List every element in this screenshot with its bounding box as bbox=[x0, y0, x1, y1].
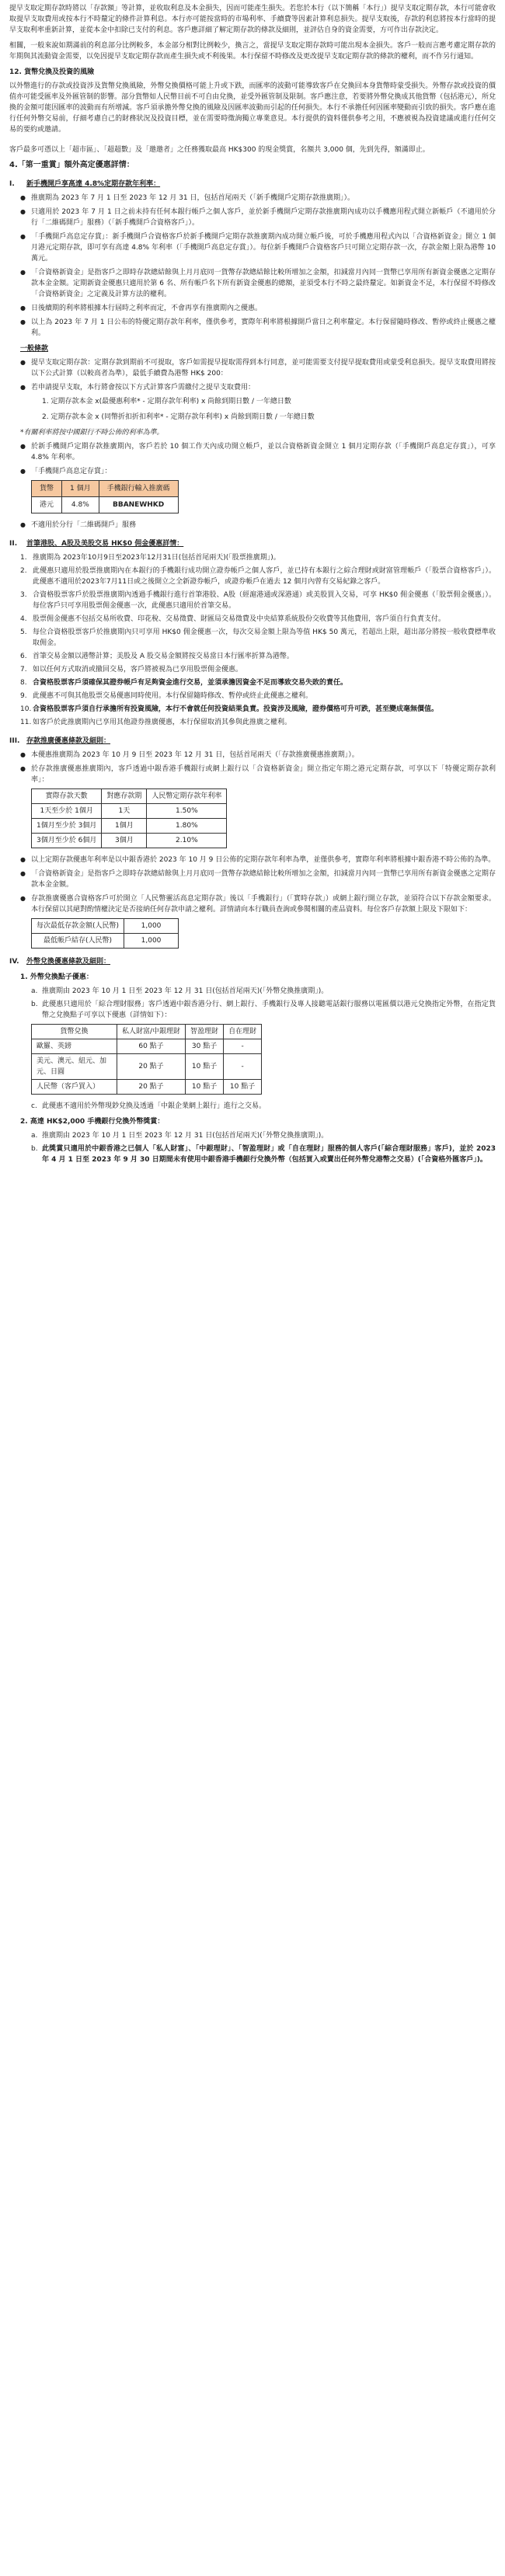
intro-section bbox=[9, 3, 496, 155]
promo-code: BBANEWHKD bbox=[99, 497, 178, 513]
formula-note: *有關利率將按中國銀行不時公佈的利率為準。 bbox=[20, 429, 164, 437]
list-item: b. 此獎賞只適用於中銀香港之已個人「私人財富」、「中銀理財」、「智盈理財」或「自在理財」服務的個人客戶(「綜合理財服務」客戶)，並於 2023 年 4 月 1 日至 2023 年 9 月 30 日期間未有使用中銀香港手機銀行兌換外幣（包括買入或賣出任何外幣兌港幣之交易）(「合資格外匯客戶」)。 bbox=[31, 1145, 496, 1164]
list-item: ● 只適用於 2023 年 7 月 1 日之前未持有任何本銀行帳戶之個人客戶，並於新手機開戶定期存款推廣期內成功以手機應用程式開立新帳戶（不適用於分行「二維碼開戶」服務）（「新手機開戶合資格客戶」）。 bbox=[20, 207, 496, 228]
intro-paragraph-3: 客戶最多可憑以上「超市區」、「超超數」及「邀邀者」之任務獲取最高 HK$300 的現金獎賞，名額共 3,000 個，先到先得，額滿即止。 bbox=[9, 146, 430, 154]
list-item: ● 「手機開戶高息定存賞」：新手機開戶合資格客戶於新手機開戶定期存款推廣期內成功開立帳戶後，可於手機應用程式內以「合資格新資金」開立 1 個月港元定期存款，即可享有高達 4.8% 年利率（「手機開戶高息定存賞」）。每位新手機開戶合資格客戶只可開立定期存款一次，存款金額上限為港幣 10 萬元。 bbox=[20, 231, 496, 264]
table-header-smart: 智盈理財 bbox=[186, 1025, 224, 1039]
table-header-promo-code: 手機銀行輸入推廣碼 bbox=[99, 481, 178, 497]
part-3 bbox=[9, 736, 496, 949]
part-2-numeral: II. bbox=[9, 540, 18, 548]
item-12-title: 12. 貨幣兌換及投資的風險 bbox=[9, 68, 95, 76]
table-row: 每次最低存款金額(人民幣) 1,000 bbox=[32, 919, 179, 934]
list-item: 5. 每位合資格股票客戶於推廣期內只可享用 HK$0 佣金優惠一次，每次交易金額上限為等值 HK$ 50 萬元，若超出上限，超出部分將按一般收費標準收取佣金。 bbox=[20, 628, 496, 647]
list-item: c. 此優惠不適用於外幣現鈔兌換及透過「中銀企業網上銀行」進行之交易。 bbox=[31, 1102, 266, 1110]
part-3-title: 存款推廣優惠條款及細則： bbox=[26, 737, 111, 745]
intro-paragraph-2: 相關，一般來說如期滿前的利息部分比例較多，本金部分相對比例較少，換言之，當提早支取定期存款時可能出現本金損失。客戶一般而言應考慮定期存款的年期與其流動資金需要，以免因提早支取定期存款而產生損失或不利後果。本行保留不時修改及更改提早支取定期存款的條款的權利，而不作另行通知。 bbox=[9, 42, 496, 61]
part-1 bbox=[9, 179, 496, 531]
list-item: ● 「手機開戶高息定存賞」： bbox=[20, 466, 496, 477]
list-item: ● 不適用於分行「二維碼開戶」服務 bbox=[20, 520, 496, 531]
part-3-items bbox=[9, 750, 496, 785]
list-item: ● 日後續期的利率將根據本行屆時之利率而定，不會再享有推廣期內之優惠。 bbox=[20, 303, 496, 314]
list-item: 11. 如客戶於此推廣期內已享用其他證券推廣優惠，本行保留取消其參與此推廣之權利。 bbox=[20, 719, 292, 726]
list-item: ● 「合資格新資金」是指客戶之即時存款總結餘與上月月底同一貨幣存款總結餘比較所增加之金額，扣減當月內同一貨幣已享用所有新資金優惠之定期存款本金金額。 bbox=[20, 869, 496, 890]
table-cell-rate: 4.8% bbox=[62, 497, 99, 513]
section-4-title: 4.「第一重賞」額外高定優惠詳情： bbox=[9, 161, 134, 169]
table-row: 1個月至少於 3個月 1個月 1.80% bbox=[32, 819, 227, 834]
part-1-title: 新手機開戶享高達 4.8%定期存款年利率： bbox=[26, 180, 161, 188]
table-header-tenor: 對應存款期 bbox=[102, 789, 147, 804]
table-header-rate: 人民幣定期存款年利率 bbox=[147, 789, 227, 804]
list-item: ● 提早支取定期存款：定期存款到期前不可提取，客戶如需提早提取需得到本行同意，並可能需要支付提早提取費用或蒙受利息損失。提早支取費用將按以下公式計算（以較高者為準），最低手續費為港幣 HK$ 200： bbox=[20, 357, 496, 379]
list-item: ● 推廣期為 2023 年 7 月 1 日至 2023 年 12 月 31 日，包括首尾兩天（「新手機開戶定期存款推廣期」）。 bbox=[20, 193, 496, 204]
part-3-items-2 bbox=[9, 855, 496, 915]
table-header-term: 1 個月 bbox=[62, 481, 99, 497]
list-item: 4. 股票佣金優惠不包括交易所收費、印花稅、交易徵費、財匯局交易徵費及中央結算系統股份交收費等其他費用，客戶須自行負責支付。 bbox=[20, 615, 446, 623]
general-terms-list bbox=[9, 357, 496, 393]
table-row: 歐羅、英鎊 60 點子 30 點子 - bbox=[32, 1039, 262, 1054]
table-header-fx-currency: 貨幣兌換 bbox=[32, 1025, 117, 1039]
list-item: 7. 如以任何方式取消或撤回交易，客戶將被視為已享用股票佣金優惠。 bbox=[20, 666, 243, 674]
list-item: a. 推廣期由 2023 年 10 月 1 日至 2023 年 12 月 31 日(包括首尾兩天)(「外幣兌換推廣期」)。 bbox=[31, 987, 329, 995]
part-1-last-bullet bbox=[9, 520, 496, 531]
fx-reward-title: 2. 高達 HK$2,000 手機銀行兌換外幣獎賞： bbox=[20, 1118, 165, 1126]
list-item: 10. 合資格股票客戶須自行承擔所有投資風險，本行不會就任何投資結果負責。投資涉及風險，證券價格可升可跌，甚至變成毫無價值。 bbox=[20, 705, 439, 713]
list-item: ● 於新手機開戶定期存款推廣期內，客戶若於 10 個工作天內成功開立帳戶，並以合資格新資金開立 1 個月定期存款（「手機開戶高息定存賞」），可享 4.8% 年利率。 bbox=[20, 441, 496, 463]
part-2 bbox=[9, 538, 496, 728]
table-row: 1天至少於 1個月 1天 1.50% bbox=[32, 804, 227, 819]
list-item: ● 「合資格新資金」是指客戶之即時存款總結餘與上月月底同一貨幣存款總結餘比較所增加之金額，扣減當月內同一貨幣已享用所有新資金優惠之定期存款本金金額。定期新資金優惠只適用於第 6 名、所有帳戶名下所有新資金優惠的總額，並須受本行不時之最終釐定。如新資金不足，本行保留不時修改「合資格新資金」之定義及計算方法的權利。 bbox=[20, 267, 496, 300]
fx-points-table bbox=[31, 1024, 262, 1095]
formula-line: 1. 定期存款本金 x(最優惠利率* - 定期存款年利率) x 尚餘到期日數 / 一年總日數 bbox=[42, 398, 291, 406]
intro-paragraph-1: 提早支取定期存款時將以「存款額」等計算，並收取利息及本金損失，因而可能產生損失。若您於本行（以下簡稱「本行」）提早支取定期存款，本行可能會收取提早支取費用或按本行不時釐定的條件計算利息。本行亦可能按當時的市場利率、手續費等因素計算利息損失。提早支取後，存款的利息將按本行當時的提早支取利率重新計算，並從本金中扣除已支付的利息。客戶應詳細了解定期存款的條款及細則，並評估自身的資金需要，方可作出存款決定。 bbox=[9, 5, 496, 34]
part-3-numeral: III. bbox=[9, 737, 20, 745]
part-1-numeral: I. bbox=[9, 180, 15, 188]
part-2-title: 首筆港股、A股及美股交易 HK$0 佣金優惠詳情： bbox=[26, 540, 184, 548]
fx-points-list-c bbox=[9, 1101, 496, 1112]
list-item: 8. 合資格股票客戶須確保其證券帳戶有足夠資金進行交易，並須承擔因資金不足而導致交易失敗的責任。 bbox=[20, 679, 348, 687]
list-item: ● 於存款推廣優惠推廣期內，客戶透過中銀香港手機銀行或網上銀行以「合資格新資金」開立指定年期之港元定期存款，可享以下「特優定期存款利率」： bbox=[20, 764, 496, 785]
part-2-items bbox=[9, 552, 496, 728]
item-12-body: 以外幣進行的存款或投資涉及貨幣兌換風險，外幣兌換價格可能上升或下跌，而匯率的波動可能導致客戶在兌換回本身貨幣時蒙受損失。外幣存款或投資的價值亦可能受匯率及外匯管制的影響。部分貨幣如人民幣目前不可自由兌換，並受外匯管制及限制。客戶應注意，若要將外幣兌換成其他貨幣（包括港元），所兌換的金額可能因匯率的波動而有所增減。客戶須承擔外幣兌換的風險及因匯率波動而引起的任何損失。本行不承擔任何因匯率變動而引致的損失。客戶應在進行任何外幣交易前，仔細考慮自己的財務狀況及投資目標，並在需要時徵詢獨立專業意見。本行提供的資料僅供參考之用，不應被視為投資建議或進行任何交易的要約或邀請。 bbox=[9, 82, 496, 134]
formula-line: 2. 定期存款本金 x (同幣折扣折扣利率* - 定期存款年利率) x 尚餘到期日數 / 一年總日數 bbox=[42, 413, 315, 421]
list-item: b. 此優惠只適用於「綜合理財服務」客戶透過中銀香港分行、網上銀行、手機銀行及專人接聽電話銀行服務以電匯價以港元兌換指定外幣，在指定貨幣之兌換點子可享以下優惠（詳情如下）： bbox=[31, 1001, 496, 1019]
list-item: 2. 此優惠只適用於股票推廣期內在本銀行的手機銀行成功開立證券帳戶之個人客戶，並已持有本銀行之綜合理財或財富管理帳戶（「股票合資格客戶」）。此優惠不適用於2023年7月11日或之後開立之全新證券帳戶，或證券帳戶在過去 12 個月內曾有交易紀錄之客戶。 bbox=[20, 567, 496, 586]
list-item: ● 以上定期存款優惠年利率是以中銀香港於 2023 年 10 月 9 日公佈的定期存款年利率為準，並僅供參考，實際年利率將根據中銀香港不時公佈的為準。 bbox=[20, 855, 496, 865]
general-terms-title: 一般條款 bbox=[20, 345, 49, 353]
part-4-numeral: IV. bbox=[9, 958, 19, 966]
list-item: 1. 推廣期為 2023年10月9日至2023年12月31日(包括首尾兩天)(「股票推廣期」)。 bbox=[20, 554, 280, 562]
list-item: 9. 此優惠不可與其他股票交易優惠同時使用。本行保留隨時修改、暫停或終止此優惠之權利。 bbox=[20, 692, 313, 700]
table-row: 美元、澳元、紐元、加元、日圓 20 點子 10 點子 - bbox=[32, 1054, 262, 1080]
table-row: 3個月至少於 6個月 3個月 2.10% bbox=[32, 834, 227, 848]
deposit-limit-table bbox=[31, 918, 179, 949]
part-1-bullets bbox=[9, 193, 496, 339]
list-item: a. 推廣期由 2023 年 10 月 1 日至 2023 年 12 月 31 日(包括首尾兩天)(「外幣兌換推廣期」)。 bbox=[31, 1132, 329, 1140]
list-item: 3. 合資格股票客戶於股票推廣期內透過手機銀行進行首筆港股、A股（經滬港通或深港通）或美股買入交易，可享 HK$0 佣金優惠（「股票佣金優惠」）。每位客戶只可享用股票佣金優惠一次，此優惠只適用於首筆交易。 bbox=[20, 591, 496, 610]
part-4-title: 外幣兌換優惠條款及細則： bbox=[26, 958, 111, 966]
table-header-deposit-days: 實際存款天數 bbox=[32, 789, 102, 804]
fx-reward-list bbox=[9, 1130, 496, 1165]
list-item: ● 以上為 2023 年 7 月 1 日公布的特優定期存款年利率，僅供參考，實際年利率將根據開戶當日之利率釐定。本行保留隨時修改、暫停或終止優惠之權利。 bbox=[20, 317, 496, 339]
list-item: ● 若申請提早支取，本行將會按以下方式計算客戶需繳付之提早支取費用： bbox=[20, 382, 496, 393]
fx-points-list bbox=[9, 986, 496, 1021]
promo-code-table bbox=[31, 480, 179, 513]
fx-points-title: 1. 外幣兌換點子優惠： bbox=[20, 973, 93, 981]
table-header-private: 私人財富/中銀理財 bbox=[117, 1025, 186, 1039]
table-header-currency: 貨幣 bbox=[32, 481, 62, 497]
table-header-self: 自在理財 bbox=[224, 1025, 262, 1039]
list-item: ● 本優惠推廣期為 2023 年 10 月 9 日至 2023 年 12 月 31 日，包括首尾兩天（「存款推廣優惠推廣期」）。 bbox=[20, 750, 496, 761]
list-item: ● 存款推廣優惠合資格客戶可於開立「人民幣靈活高息定期存款」後以「手機銀行」（「實時存款」）或網上銀行開立存款，並須符合以下存款金額要求。本行保留以其絕對酌情權決定是否接納任何存款申請之權利。詳情請向本行職員查詢或參閱相關的產品資料。每位客戶存款額上限及下限如下： bbox=[20, 893, 496, 915]
part-1-after-bullets bbox=[9, 441, 496, 477]
deposit-rate-table bbox=[31, 788, 227, 848]
part-4 bbox=[9, 956, 496, 1165]
table-row: 人民幣（客戶買入） 20 點子 10 點子 10 點子 bbox=[32, 1080, 262, 1095]
table-row: 最低帳戶結存(人民幣) 1,000 bbox=[32, 934, 179, 949]
table-cell-currency: 港元 bbox=[32, 497, 62, 513]
fee-formula bbox=[9, 396, 496, 423]
list-item: 6. 首筆交易金額以港幣計算；美股及 A 股交易金額將按交易當日本行匯率折算為港幣。 bbox=[20, 653, 294, 660]
